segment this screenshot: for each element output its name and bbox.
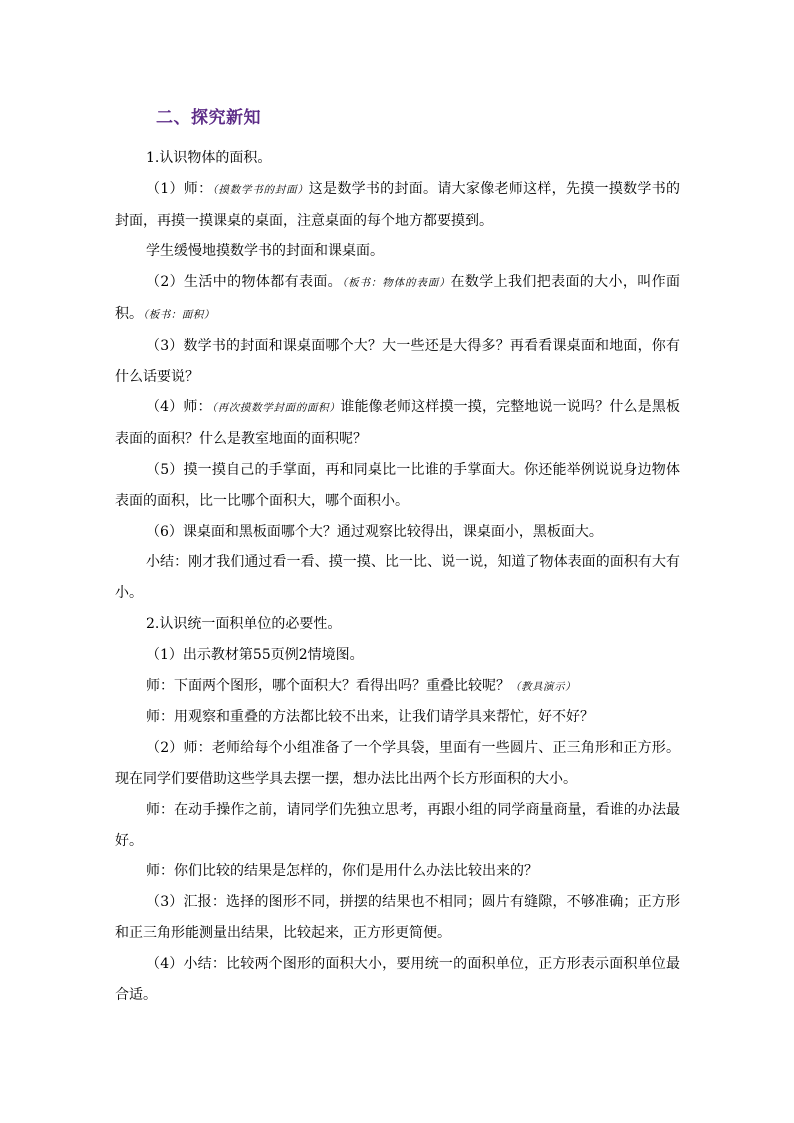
paragraph-text: 师：用观察和重叠的方法都比较不出来，让我们请学具来帮忙，好不好？	[146, 709, 594, 726]
paragraph	[115, 174, 680, 237]
paragraph	[115, 143, 680, 174]
paragraph-text: （3）汇报：选择的图形不同，拼摆的结果也不相同；圆片有缝隙，不够准确；正方形和正三角形能测量出结果，比较起来，正方形更简便。	[115, 894, 680, 941]
paragraph	[115, 517, 680, 548]
paragraph	[115, 856, 680, 887]
paragraph-text: （4）小结：比较两个图形的面积大小，要用统一的面积单位，正方形表示面积单位最合适。	[115, 955, 680, 1003]
board-note: （板书：面积）	[143, 308, 215, 321]
paragraph-text: 师：在动手操作之前，请同学们先独立思考，再跟小组的同学商量商量，看谁的办法最好。	[115, 801, 680, 849]
paragraph	[115, 640, 680, 671]
paragraph	[115, 609, 680, 640]
paragraph	[115, 671, 680, 703]
paragraph-text: 师：下面两个图形，哪个面积大？看得出吗？重叠比较呢？	[146, 677, 510, 694]
lesson-content	[115, 143, 680, 1010]
paragraph	[115, 949, 680, 1011]
paragraph-text: 2.认识统一面积单位的必要性。	[146, 615, 342, 632]
paragraph-text: （3）数学书的封面和课桌面哪个大？大一些还是大得多？再看看课桌面和地面，你有什么话要说？	[115, 337, 680, 385]
paragraph	[115, 887, 680, 949]
paragraph-text: （2）生活中的物体都有表面。	[146, 274, 343, 291]
paragraph-text: （4）师：	[146, 399, 212, 416]
board-note: （板书：物体的表面）	[342, 277, 451, 290]
paragraph-text: （2）师：老师给每个小组准备了一个学具袋，里面有一些圆片、正三角形和正方形。现在同学们要借助这些学具去摆一摆，想办法比出两个长方形面积的大小。	[115, 740, 680, 787]
paragraph-text: 在数学上我们把表面的大小，叫作面积。	[115, 274, 681, 322]
section-title: 二、探究新知	[156, 108, 261, 128]
paragraph	[115, 267, 680, 331]
paragraph	[115, 702, 680, 733]
board-note: （摸数学书的封面）	[212, 183, 309, 196]
paragraph-text: 小结：刚才我们通过看一看、摸一摸、比一比、说一说，知道了物体表面的面积有大有小。	[115, 554, 680, 602]
paragraph-text: （5）摸一摸自己的手掌面，再和同桌比一比谁的手掌面大。你还能举例说说身边物体表面的面积，比一比哪个面积大，哪个面积小。	[115, 461, 680, 509]
paragraph	[115, 392, 680, 455]
board-note: （教具演示）	[510, 680, 576, 693]
paragraph-text: 学生缓慢地摸数学书的封面和课桌面。	[146, 243, 384, 260]
paragraph	[115, 236, 680, 267]
paragraph-text: （1）师：	[146, 180, 213, 197]
paragraph	[115, 547, 680, 609]
paragraph	[115, 733, 680, 795]
paragraph-text: （6）课桌面和黑板面哪个大？通过观察比较得出，课桌面小，黑板面大。	[146, 523, 603, 540]
paragraph-text: （1）出示教材第55页例2情境图。	[146, 646, 364, 663]
board-note: （再次摸数学封面的面积）	[211, 402, 341, 415]
paragraph-text: 谁能像老师这样摸一摸，完整地说一说吗？什么是黑板表面的面积？什么是教室地面的面积呢？	[115, 399, 680, 448]
paragraph	[115, 331, 680, 393]
paragraph-text: 这是数学书的封面。请大家像老师这样，先摸一摸数学书的封面，再摸一摸课桌的桌面，注意桌面的每个地方都要摸到。	[115, 180, 680, 229]
paragraph	[115, 455, 680, 517]
paragraph-text: 师：你们比较的结果是怎样的，你们是用什么办法比较出来的？	[146, 863, 538, 880]
paragraph-text: 1.认识物体的面积。	[146, 150, 272, 166]
paragraph	[115, 795, 680, 857]
